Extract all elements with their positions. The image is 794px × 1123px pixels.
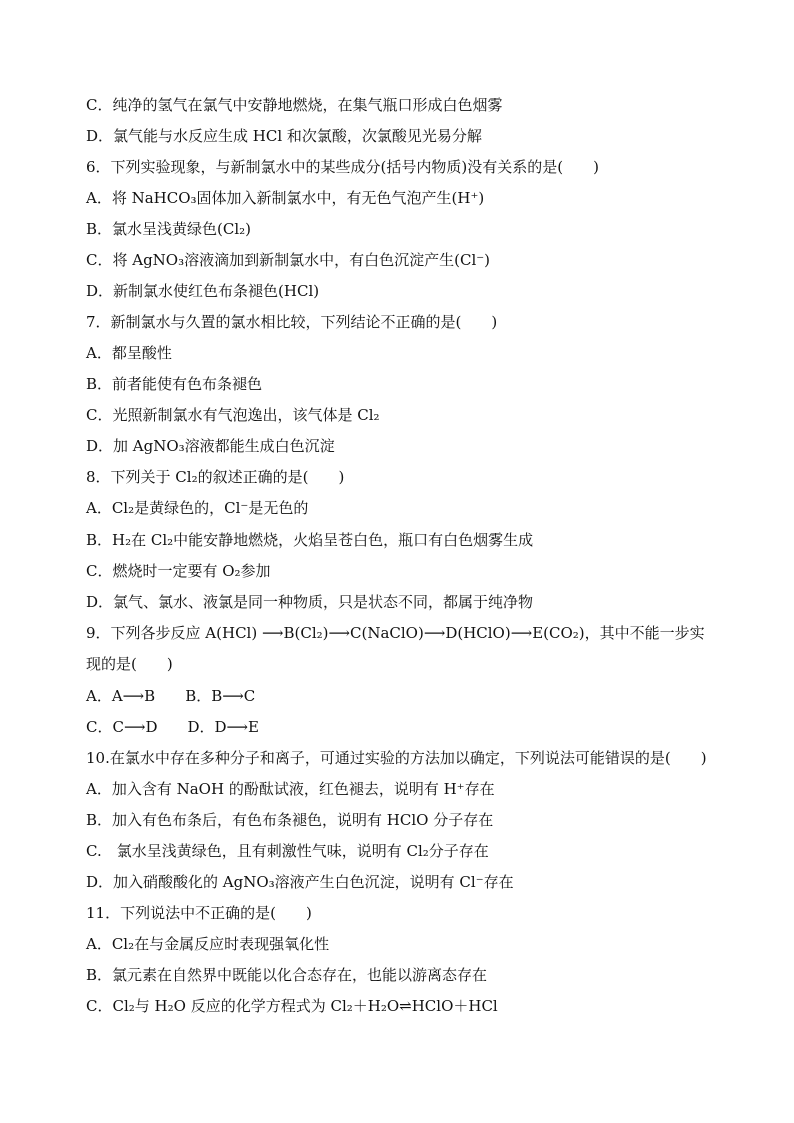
option-a: A．Cl₂在与金属反应时表现强氧化性 — [86, 935, 330, 953]
option-a: A．加入含有 NaOH 的酚酞试液，红色褪去，说明有 H⁺存在 — [86, 780, 495, 798]
question-11: 11．下列说法中不正确的是( ) — [86, 904, 312, 922]
question-9-continued: 现的是( ) — [86, 655, 173, 673]
option-a: A．都呈酸性 — [86, 344, 172, 362]
text-line: D．氯气能与水反应生成 HCl 和次氯酸，次氯酸见光易分解 — [86, 127, 482, 145]
question-7: 7．新制氯水与久置的氯水相比较，下列结论不正确的是( ) — [86, 313, 498, 331]
option-b: B．前者能使有色布条褪色 — [86, 375, 263, 393]
question-10: 10.在氯水中存在多种分子和离子，可通过实验的方法加以确定，下列说法可能错误的是( ) — [86, 749, 707, 767]
option-c: C．光照新制氯水有气泡逸出，该气体是 Cl₂ — [86, 406, 380, 424]
question-6: 6．下列实验现象，与新制氯水中的某些成分(括号内物质)没有关系的是( ) — [86, 158, 599, 176]
options-cd: C．C⟶D D．D⟶E — [86, 718, 259, 736]
options-ab: A．A⟶B B．B⟶C — [86, 687, 256, 705]
option-b: B．H₂在 Cl₂中能安静地燃烧，火焰呈苍白色，瓶口有白色烟雾生成 — [86, 531, 534, 549]
option-d: D．加入硝酸酸化的 AgNO₃溶液产生白色沉淀，说明有 Cl⁻存在 — [86, 873, 514, 891]
option-b: B．氯元素在自然界中既能以化合态存在，也能以游离态存在 — [86, 966, 488, 984]
option-d: D．新制氯水使红色布条褪色(HCl) — [86, 282, 320, 300]
option-d: D．氯气、氯水、液氯是同一种物质，只是状态不同，都属于纯净物 — [86, 593, 534, 611]
option-d: D．加 AgNO₃溶液都能生成白色沉淀 — [86, 437, 335, 455]
option-c: C. 氯水呈浅黄绿色，且有刺激性气味，说明有 Cl₂分子存在 — [86, 842, 489, 860]
option-b: B．氯水呈浅黄绿色(Cl₂) — [86, 220, 252, 238]
text-line: C．纯净的氢气在氯气中安静地燃烧，在集气瓶口形成白色烟雾 — [86, 96, 503, 114]
option-c: C．Cl₂与 H₂O 反应的化学方程式为 Cl₂＋H₂O⇌HClO＋HCl — [86, 997, 498, 1015]
question-8: 8．下列关于 Cl₂的叙述正确的是( ) — [86, 468, 345, 486]
option-c: C．将 AgNO₃溶液滴加到新制氯水中，有白色沉淀产生(Cl⁻) — [86, 251, 491, 269]
question-9: 9．下列各步反应 A(HCl) ⟶B(Cl₂)⟶C(NaClO)⟶D(HClO)⟶E(CO₂)，其中不能一步实 — [86, 624, 705, 642]
option-a: A．将 NaHCO₃固体加入新制氯水中，有无色气泡产生(H⁺) — [86, 189, 485, 207]
option-b: B．加入有色布条后，有色布条褪色，说明有 HClO 分子存在 — [86, 811, 494, 829]
option-a: A．Cl₂是黄绿色的，Cl⁻是无色的 — [86, 499, 309, 517]
option-c: C．燃烧时一定要有 O₂参加 — [86, 562, 271, 580]
